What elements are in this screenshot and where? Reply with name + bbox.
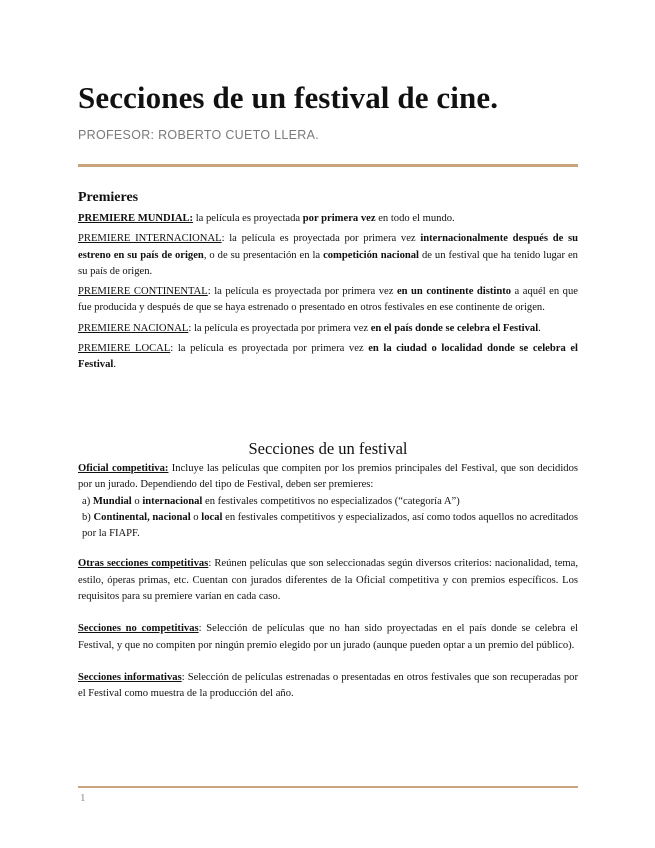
bold-span: local	[201, 511, 223, 523]
text-span: .	[538, 322, 541, 334]
footer-rule	[78, 786, 578, 788]
spacer	[78, 605, 578, 621]
premiere-internacional-label: PREMIERE INTERNACIONAL	[78, 233, 222, 245]
secciones-list	[78, 461, 578, 703]
premieres-heading: Premieres	[78, 190, 139, 205]
seccion-oficial-item-b	[78, 510, 578, 543]
premiere-local-label: PREMIERE LOCAL	[78, 343, 171, 355]
seccion-oficial-item-a	[78, 494, 578, 510]
premiere-continental-label: PREMIERE CONTINENTAL	[78, 286, 208, 298]
text-span: en todo el mundo.	[375, 213, 455, 224]
premiere-internacional	[78, 231, 578, 280]
document-subtitle: PROFESOR: ROBERTO CUETO LLERA.	[78, 128, 320, 142]
text-span: Incluye las películas que compiten por los premios principales del Festival, que son decididos por un jurado. Dependiendo del tipo de Festival, deben ser premieres:	[78, 463, 579, 491]
list-marker: b)	[82, 511, 94, 523]
page-number: 1	[80, 792, 86, 804]
text-span: : Selección de películas que no han sido proyectadas en el país donde se celebra el Festival, y que no compiten por ningún premio elegido por un jurado (aunque pueden optar a un premio del público).	[78, 623, 578, 651]
header-rule	[78, 164, 578, 167]
text-span: en festivales competitivos no especializados (“categoría A”)	[202, 495, 460, 507]
text-span: : la película es proyectada por primera vez	[170, 343, 369, 355]
text-span: : Selección de películas estrenadas o presentadas en otros festivales que son recuperadas por el Festival como muestra de la producción del año.	[78, 671, 578, 700]
bold-span: Continental, nacional	[93, 511, 191, 523]
seccion-oficial	[78, 461, 578, 494]
premiere-local	[78, 341, 578, 374]
secciones-heading: Secciones de un festival	[248, 439, 408, 458]
list-marker: a)	[82, 495, 93, 507]
bold-span: internacional	[142, 495, 203, 507]
text-span: .	[113, 359, 116, 371]
text-span: : la película es proyectada por primera vez	[188, 322, 371, 334]
seccion-informativas	[78, 670, 578, 703]
seccion-no-competitivas-label: Secciones no competitivas	[78, 623, 199, 635]
text-span: : la película es proyectada por primera vez	[221, 233, 421, 245]
seccion-oficial-label: Oficial competitiva:	[78, 463, 169, 474]
premieres-list	[78, 211, 578, 378]
premiere-nacional	[78, 321, 578, 337]
text-span: la película es proyectada	[193, 213, 303, 224]
text-span: o	[131, 495, 143, 507]
text-span: a aquél en que fue producida y después de que se haya estrenado o presentado en otros festivales en ese continente de origen.	[78, 286, 578, 314]
bold-span: por primera vez	[302, 213, 376, 224]
bold-span: internacionalmente después de su estreno en su país de origen	[78, 233, 578, 261]
text-span: : la película es proyectada por primera vez	[207, 286, 397, 298]
seccion-no-competitivas	[78, 621, 578, 654]
document-title: Secciones de un festival de cine.	[78, 80, 499, 115]
text-span: en festivales competitivos y especializados, así como todos aquellos no acreditados por la FIAPF.	[82, 511, 578, 540]
bold-span: en un continente distinto	[396, 286, 512, 298]
seccion-informativas-label: Secciones informativas	[78, 671, 182, 683]
premiere-mundial-label: PREMIERE MUNDIAL:	[78, 213, 194, 224]
bold-span: competición nacional	[323, 249, 420, 261]
premiere-continental	[78, 284, 578, 317]
spacer	[78, 654, 578, 670]
premiere-mundial	[78, 211, 578, 227]
premiere-nacional-label: PREMIERE NACIONAL	[78, 322, 189, 334]
text-span: , o de su presentación en la	[203, 249, 324, 261]
seccion-otras	[78, 556, 578, 605]
seccion-otras-label: Otras secciones competitivas	[78, 558, 209, 570]
bold-span: en el país donde se celebra el Festival	[370, 322, 539, 334]
text-span: o	[190, 511, 202, 523]
text-span: de un festival que ha tenido lugar en su país de origen.	[78, 249, 578, 277]
text-span: : Reúnen películas que son seleccionadas según diversos criterios: nacionalidad, tema, estilo, óperas primas, etc. Cuentan con jurados diferentes de la Oficial competitiva y con premios específicos. Los requisitos para su premiere varían en cada caso.	[78, 558, 578, 603]
bold-span: Mundial	[92, 495, 132, 507]
bold-span: en la ciudad o localidad donde se celebra el Festival	[78, 343, 578, 371]
spacer	[78, 542, 578, 556]
